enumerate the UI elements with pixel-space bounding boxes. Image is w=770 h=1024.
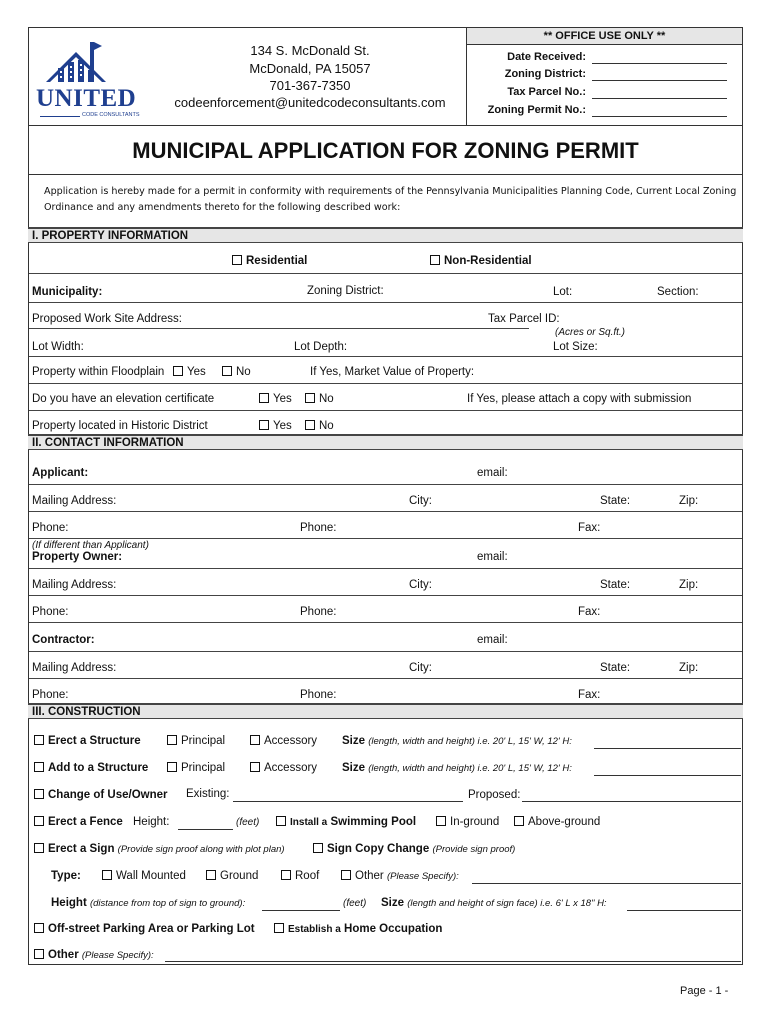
historic-label: Property located in Historic District bbox=[32, 420, 208, 432]
sign-note: (Provide sign proof along with plot plan) bbox=[117, 844, 285, 855]
applicant-email-label: email: bbox=[477, 467, 508, 479]
owner-label: Property Owner: bbox=[32, 551, 123, 563]
ground-checkbox[interactable] bbox=[206, 870, 258, 882]
checkbox-icon bbox=[250, 762, 260, 772]
org-address-line1: 134 S. McDonald St. bbox=[250, 43, 370, 58]
zoning-district-field[interactable] bbox=[592, 80, 727, 81]
owner-city-label: City: bbox=[409, 579, 432, 591]
divider bbox=[29, 302, 742, 303]
sign-height-note: (distance from top of sign to ground): bbox=[89, 898, 246, 909]
municipality-label: Municipality: bbox=[32, 286, 103, 298]
fence-height-field[interactable] bbox=[178, 829, 233, 830]
wall-mounted-checkbox[interactable] bbox=[102, 870, 186, 882]
checkbox-icon bbox=[34, 949, 44, 959]
elevation-no-checkbox[interactable] bbox=[305, 393, 334, 405]
above-ground-label: Above-ground bbox=[528, 816, 601, 828]
divider bbox=[29, 484, 742, 485]
tax-parcel-id-label: Tax Parcel ID: bbox=[488, 313, 560, 325]
org-address-line2: McDonald, PA 15057 bbox=[249, 61, 371, 76]
home-occupation-checkbox[interactable] bbox=[274, 923, 442, 935]
other-type-field[interactable] bbox=[472, 883, 741, 884]
sign-feet-label: (feet) bbox=[343, 898, 367, 909]
no-label: No bbox=[319, 393, 334, 405]
sign-height-field[interactable] bbox=[262, 910, 340, 911]
residential-checkbox[interactable] bbox=[232, 255, 307, 267]
erect-structure-label: Erect a Structure bbox=[48, 735, 141, 747]
logo-underline bbox=[40, 116, 80, 117]
checkbox-icon bbox=[232, 255, 242, 265]
add-principal-checkbox[interactable] bbox=[167, 762, 225, 774]
applicant-phone2-label: Phone: bbox=[300, 522, 337, 534]
divider bbox=[29, 651, 742, 652]
owner-email-label: email: bbox=[477, 551, 508, 563]
checkbox-icon bbox=[167, 762, 177, 772]
no-label: No bbox=[236, 366, 251, 378]
page-title: MUNICIPAL APPLICATION FOR ZONING PERMIT bbox=[28, 125, 743, 175]
date-received-field[interactable] bbox=[592, 63, 727, 64]
erect-structure-checkbox[interactable] bbox=[34, 735, 141, 747]
applicant-label: Applicant: bbox=[32, 467, 89, 479]
checkbox-icon bbox=[436, 816, 446, 826]
erect-size bbox=[342, 735, 572, 747]
checkbox-icon bbox=[430, 255, 440, 265]
tax-parcel-label: Tax Parcel No.: bbox=[507, 86, 586, 98]
divider bbox=[29, 595, 742, 596]
if-different-note: (If different than Applicant) bbox=[32, 540, 149, 551]
contractor-fax-label: Fax: bbox=[578, 689, 601, 701]
checkbox-icon bbox=[173, 366, 183, 376]
org-email[interactable]: codeenforcement@unitedcodeconsultants.com bbox=[174, 95, 446, 110]
checkbox-icon bbox=[276, 816, 286, 826]
office-use-title: ** OFFICE USE ONLY ** bbox=[543, 30, 666, 42]
divider bbox=[29, 356, 742, 357]
historic-yes-checkbox[interactable] bbox=[259, 420, 292, 432]
erect-accessory-checkbox[interactable] bbox=[250, 735, 317, 747]
divider bbox=[29, 410, 742, 411]
yes-label: Yes bbox=[273, 393, 292, 405]
principal-label: Principal bbox=[181, 735, 226, 747]
org-phone: 701-367-7350 bbox=[269, 78, 351, 93]
lot-size-label: Lot Size: bbox=[553, 341, 598, 353]
proposed-field[interactable] bbox=[522, 801, 741, 802]
erect-size-field[interactable] bbox=[594, 748, 741, 749]
no-label: No bbox=[319, 420, 334, 432]
section-contact-info: II. CONTACT INFORMATION bbox=[28, 434, 743, 450]
accessory-label: Accessory bbox=[264, 735, 318, 747]
accessory-label: Accessory bbox=[264, 762, 318, 774]
applicant-state-label: State: bbox=[600, 495, 631, 507]
divider bbox=[29, 383, 742, 384]
applicant-phone-label: Phone: bbox=[32, 522, 69, 534]
section-construction: III. CONSTRUCTION bbox=[28, 703, 743, 719]
checkbox-icon bbox=[34, 762, 44, 772]
lot-depth-label: Lot Depth: bbox=[294, 341, 348, 353]
existing-field[interactable] bbox=[233, 801, 463, 802]
size-label: Size bbox=[342, 735, 366, 747]
divider bbox=[29, 328, 529, 329]
non-residential-label: Non-Residential bbox=[444, 255, 532, 267]
historic-no-checkbox[interactable] bbox=[305, 420, 334, 432]
parking-checkbox[interactable] bbox=[34, 923, 255, 935]
sign-size-note: (length and height of sign face) i.e. 6' L x 18" H: bbox=[407, 898, 607, 909]
lot-width-label: Lot Width: bbox=[32, 341, 84, 353]
zoning-permit-label: Zoning Permit No.: bbox=[487, 104, 586, 116]
logo-text: UNITED bbox=[36, 85, 137, 112]
existing-label: Existing: bbox=[186, 788, 230, 800]
contractor-phone-label: Phone: bbox=[32, 689, 69, 701]
wall-mounted-label: Wall Mounted bbox=[116, 870, 186, 882]
erect-principal-checkbox[interactable] bbox=[167, 735, 225, 747]
owner-zip-label: Zip: bbox=[679, 579, 699, 591]
checkbox-icon bbox=[514, 816, 524, 826]
attach-copy-label: If Yes, please attach a copy with submission bbox=[467, 393, 692, 405]
elevation-yes-checkbox[interactable] bbox=[259, 393, 292, 405]
lot-label: Lot: bbox=[553, 286, 573, 298]
yes-label: Yes bbox=[273, 420, 292, 432]
contractor-city-label: City: bbox=[409, 662, 432, 674]
checkbox-icon bbox=[34, 923, 44, 933]
checkbox-icon bbox=[34, 735, 44, 745]
checkbox-icon bbox=[34, 843, 44, 853]
swimming-pool-label: Swimming Pool bbox=[330, 816, 417, 828]
erect-fence-checkbox[interactable] bbox=[34, 816, 123, 828]
other-field[interactable] bbox=[165, 961, 741, 962]
contractor-phone2-label: Phone: bbox=[300, 689, 337, 701]
divider bbox=[29, 273, 742, 274]
floodplain-label: Property within Floodplain bbox=[32, 366, 165, 378]
zoning-district-label: Zoning District: bbox=[504, 68, 586, 80]
divider bbox=[29, 678, 742, 679]
other-bold-label: Other bbox=[48, 949, 79, 961]
in-ground-checkbox[interactable] bbox=[436, 816, 499, 828]
section-label: Section: bbox=[657, 286, 699, 298]
fence-feet-label: (feet) bbox=[236, 817, 260, 828]
owner-phone-label: Phone: bbox=[32, 606, 69, 618]
checkbox-icon bbox=[313, 843, 323, 853]
sign-height bbox=[51, 897, 245, 909]
residential-label: Residential bbox=[246, 255, 308, 267]
erect-fence-label: Erect a Fence bbox=[48, 816, 123, 828]
market-value-label: If Yes, Market Value of Property: bbox=[310, 366, 475, 378]
intro-line1: Application is hereby made for a permit in conformity with requirements of the Pennsylvania Municipalities Planning Code, Current Local Zoning bbox=[44, 186, 737, 197]
checkbox-icon bbox=[250, 735, 260, 745]
checkbox-icon bbox=[206, 870, 216, 880]
work-site-label: Proposed Work Site Address: bbox=[32, 313, 182, 325]
parking-label: Off-street Parking Area or Parking Lot bbox=[48, 923, 255, 935]
checkbox-icon bbox=[274, 923, 284, 933]
owner-state-label: State: bbox=[600, 579, 631, 591]
contractor-email-label: email: bbox=[477, 634, 508, 646]
install-pool-checkbox[interactable] bbox=[276, 816, 416, 828]
erect-sign-checkbox[interactable] bbox=[34, 843, 285, 855]
sign-size bbox=[381, 897, 607, 909]
principal-label: Principal bbox=[181, 762, 226, 774]
ground-label: Ground bbox=[220, 870, 259, 882]
checkbox-icon bbox=[305, 420, 315, 430]
add-size bbox=[342, 762, 572, 774]
add-structure-label: Add to a Structure bbox=[48, 762, 149, 774]
yes-label: Yes bbox=[187, 366, 206, 378]
other-type-checkbox[interactable] bbox=[341, 870, 459, 882]
checkbox-icon bbox=[34, 789, 44, 799]
above-ground-checkbox[interactable] bbox=[514, 816, 600, 828]
checkbox-icon bbox=[167, 735, 177, 745]
contractor-label: Contractor: bbox=[32, 634, 95, 646]
home-occupation-label: Home Occupation bbox=[344, 923, 443, 935]
add-accessory-checkbox[interactable] bbox=[250, 762, 317, 774]
divider bbox=[29, 511, 742, 512]
sign-copy-checkbox[interactable] bbox=[313, 843, 515, 855]
proposed-label: Proposed: bbox=[468, 789, 521, 801]
roof-checkbox[interactable] bbox=[281, 870, 319, 882]
sign-copy-label: Sign Copy Change bbox=[327, 843, 430, 855]
contractor-zip-label: Zip: bbox=[679, 662, 699, 674]
sign-height-label: Height bbox=[51, 897, 87, 909]
divider bbox=[29, 538, 742, 539]
change-use-label: Change of Use/Owner bbox=[48, 789, 168, 801]
size-label: Size bbox=[342, 762, 366, 774]
intro-line2: Ordinance and any amendments thereto for the following described work: bbox=[44, 202, 401, 213]
floodplain-no-checkbox[interactable] bbox=[222, 366, 251, 378]
divider bbox=[29, 568, 742, 569]
elevation-label: Do you have an elevation certificate bbox=[32, 393, 215, 405]
checkbox-icon bbox=[259, 393, 269, 403]
checkbox-icon bbox=[305, 393, 315, 403]
applicant-mailing-label: Mailing Address: bbox=[32, 495, 117, 507]
add-structure-checkbox[interactable] bbox=[34, 762, 148, 774]
page-number: Page - 1 - bbox=[680, 985, 729, 997]
other-label: Other bbox=[355, 870, 384, 882]
fence-height-label: Height: bbox=[133, 816, 170, 828]
contractor-state-label: State: bbox=[600, 662, 631, 674]
sign-type-label: Type: bbox=[51, 870, 81, 882]
checkbox-icon bbox=[102, 870, 112, 880]
other-checkbox[interactable] bbox=[34, 949, 154, 961]
erect-sign-label: Erect a Sign bbox=[48, 843, 115, 855]
owner-phone2-label: Phone: bbox=[300, 606, 337, 618]
please-specify-note: (Please Specify): bbox=[386, 871, 459, 882]
logo-subtext: CODE CONSULTANTS bbox=[82, 112, 140, 118]
zoning-district-field-label: Zoning District: bbox=[307, 285, 384, 297]
install-label: Install a bbox=[290, 817, 328, 828]
roof-label: Roof bbox=[295, 870, 320, 882]
sign-size-field[interactable] bbox=[627, 910, 741, 911]
sign-copy-note: (Provide sign proof) bbox=[432, 844, 516, 855]
checkbox-icon bbox=[259, 420, 269, 430]
establish-label: Establish a bbox=[288, 924, 341, 935]
size-note: (length, width and height) i.e. 20' L, 15' W, 12' H: bbox=[368, 763, 572, 774]
divider bbox=[29, 622, 742, 623]
change-use-checkbox[interactable] bbox=[34, 789, 168, 801]
applicant-zip-label: Zip: bbox=[679, 495, 699, 507]
checkbox-icon bbox=[222, 366, 232, 376]
applicant-city-label: City: bbox=[409, 495, 432, 507]
floodplain-yes-checkbox[interactable] bbox=[173, 366, 206, 378]
non-residential-checkbox[interactable] bbox=[430, 255, 532, 267]
in-ground-label: In-ground bbox=[450, 816, 500, 828]
size-note: (length, width and height) i.e. 20' L, 15' W, 12' H: bbox=[368, 736, 572, 747]
add-size-field[interactable] bbox=[594, 775, 741, 776]
applicant-fax-label: Fax: bbox=[578, 522, 601, 534]
owner-fax-label: Fax: bbox=[578, 606, 601, 618]
checkbox-icon bbox=[281, 870, 291, 880]
contractor-mailing-label: Mailing Address: bbox=[32, 662, 117, 674]
section-property-info: I. PROPERTY INFORMATION bbox=[28, 227, 743, 243]
please-specify-note: (Please Specify): bbox=[81, 950, 154, 961]
checkbox-icon bbox=[341, 870, 351, 880]
acres-note: (Acres or Sq.ft.) bbox=[555, 327, 626, 338]
size-label: Size bbox=[381, 897, 405, 909]
zoning-permit-field[interactable] bbox=[592, 116, 727, 117]
checkbox-icon bbox=[34, 816, 44, 826]
owner-mailing-label: Mailing Address: bbox=[32, 579, 117, 591]
date-received-label: Date Received: bbox=[507, 51, 586, 63]
tax-parcel-field[interactable] bbox=[592, 98, 727, 99]
